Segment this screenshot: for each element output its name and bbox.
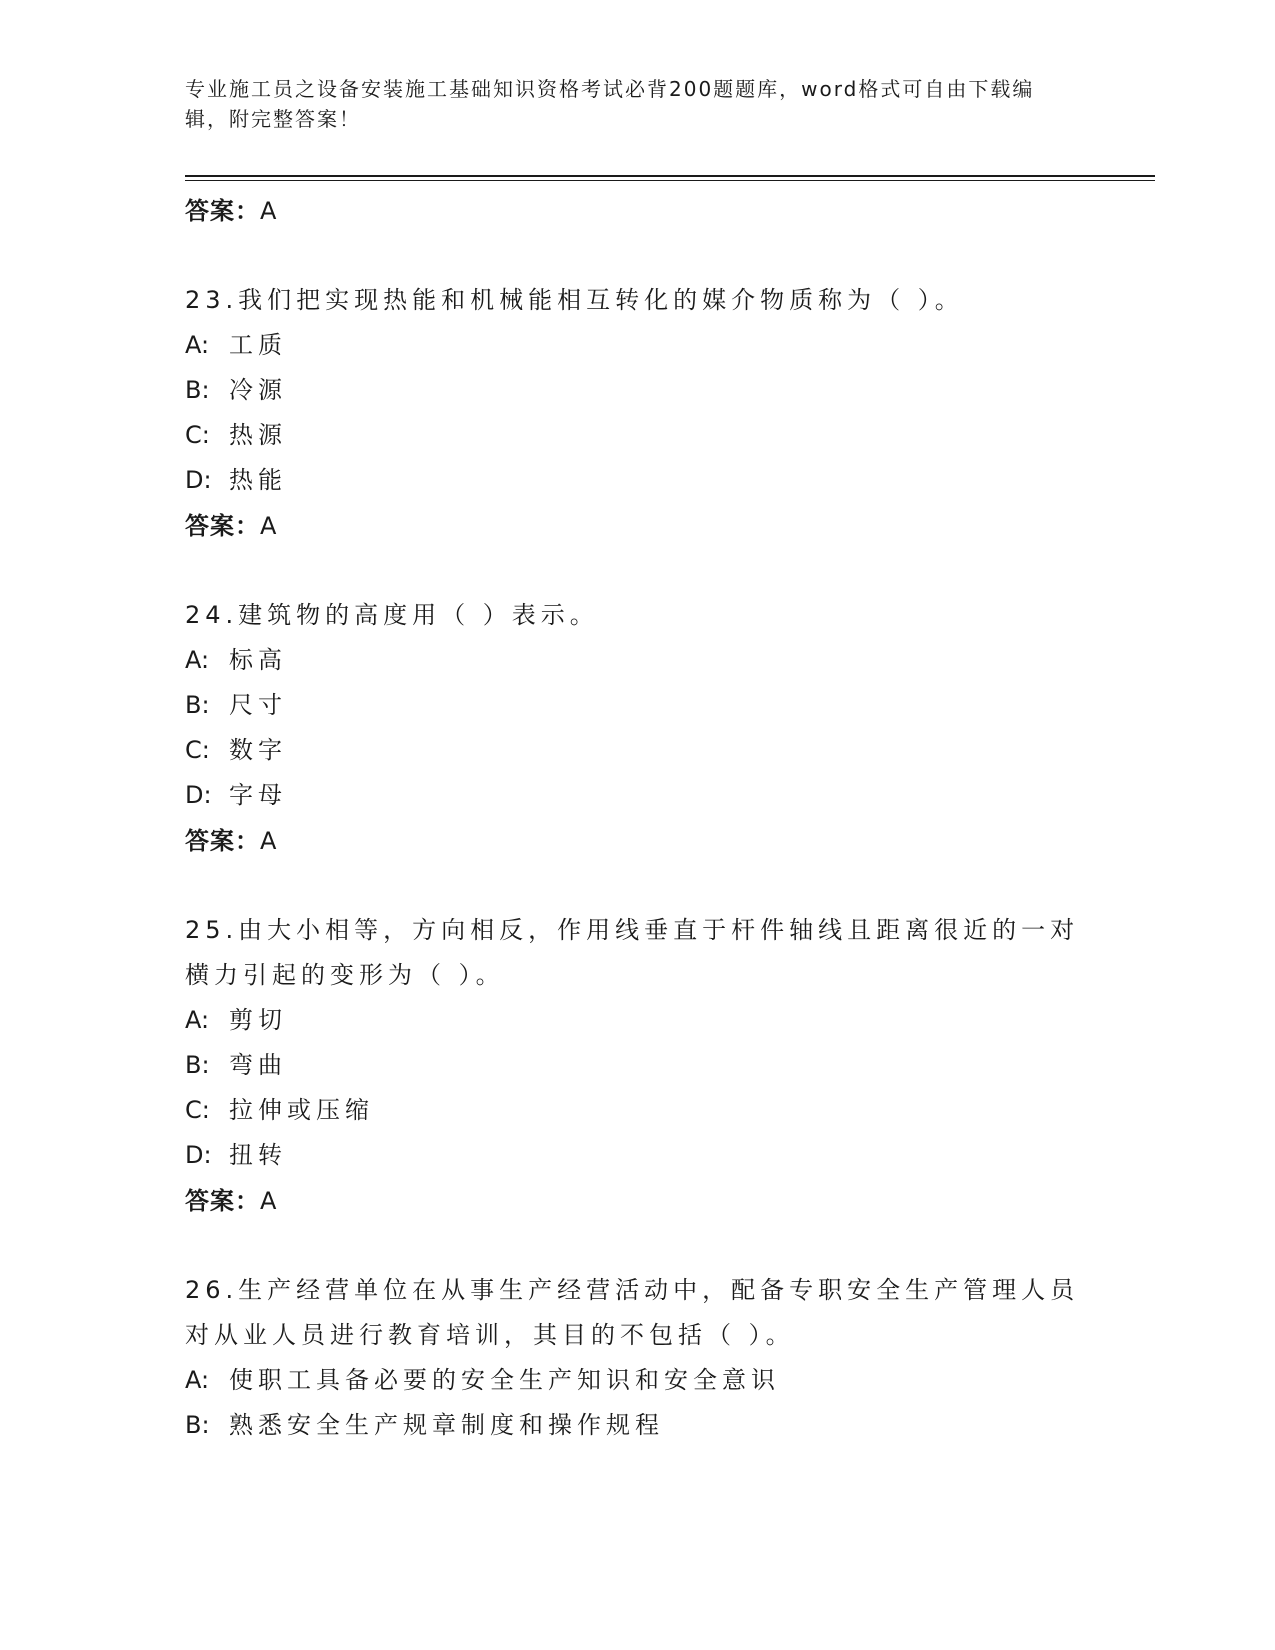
- option-key: D:: [185, 1141, 212, 1169]
- option-b: [185, 1403, 1085, 1448]
- question-text: 25.由大小相等，方向相反，作用线垂直于杆件轴线且距离很近的一对横力引起的变形为（ ）。: [185, 916, 1080, 989]
- option-key: B:: [185, 1051, 210, 1079]
- answer-value: A: [260, 827, 278, 855]
- answer-line: [185, 188, 1085, 234]
- question-text: 24.建筑物的高度用（ ）表示。: [185, 601, 599, 629]
- option-c: [185, 1088, 1085, 1133]
- option-key: B:: [185, 1411, 210, 1439]
- option-key: B:: [185, 376, 210, 404]
- option-b: [185, 1043, 1085, 1088]
- option-text: 弯曲: [229, 1051, 287, 1079]
- question-list: [185, 188, 1085, 1448]
- option-a: [185, 323, 1085, 368]
- question-24: [185, 593, 1085, 864]
- answer-value: A: [260, 1187, 278, 1215]
- question-25: [185, 908, 1085, 1224]
- option-a: [185, 998, 1085, 1043]
- option-key: C:: [185, 1096, 210, 1124]
- option-text: 冷源: [229, 376, 287, 404]
- option-key: A:: [185, 1366, 210, 1394]
- answer-line: [185, 1178, 1085, 1224]
- option-a: [185, 638, 1085, 683]
- answer-value: A: [260, 512, 278, 540]
- question-text: 26.生产经营单位在从事生产经营活动中，配备专职安全生产管理人员对从业人员进行教育培训，其目的不包括（ ）。: [185, 1276, 1080, 1349]
- option-text: 扭转: [229, 1141, 287, 1169]
- option-text: 字母: [229, 781, 287, 809]
- question-23: [185, 278, 1085, 549]
- option-d: [185, 1133, 1085, 1178]
- question-text: 23.我们把实现热能和机械能相互转化的媒介物质称为（ ）。: [185, 286, 964, 314]
- answer-label: 答案：: [185, 827, 260, 855]
- option-text: 标高: [229, 646, 287, 674]
- answer-label: 答案：: [185, 1187, 260, 1215]
- option-text: 热源: [229, 421, 287, 449]
- option-key: A:: [185, 331, 210, 359]
- option-c: [185, 728, 1085, 773]
- question-26: [185, 1268, 1085, 1448]
- option-d: [185, 458, 1085, 503]
- option-text: 熟悉安全生产规章制度和操作规程: [229, 1411, 664, 1439]
- option-key: D:: [185, 781, 212, 809]
- option-b: [185, 368, 1085, 413]
- answer-label: 答案：: [185, 197, 260, 225]
- option-text: 拉伸或压缩: [229, 1096, 374, 1124]
- header-divider-thick: [185, 175, 1155, 177]
- answer-line: [185, 818, 1085, 864]
- option-key: C:: [185, 736, 210, 764]
- option-text: 热能: [229, 466, 287, 494]
- header-text: 专业施工员之设备安装施工基础知识资格考试必背200题题库，word格式可自由下载编辑，附完整答案！: [185, 77, 1035, 131]
- answer-label: 答案：: [185, 512, 260, 540]
- option-c: [185, 413, 1085, 458]
- option-key: A:: [185, 1006, 210, 1034]
- option-text: 剪切: [229, 1006, 287, 1034]
- option-text: 工质: [229, 331, 287, 359]
- header-divider-thin: [185, 180, 1155, 181]
- option-d: [185, 773, 1085, 818]
- option-a: [185, 1358, 1085, 1403]
- option-key: C:: [185, 421, 210, 449]
- option-text: 使职工具备必要的安全生产知识和安全意识: [229, 1366, 780, 1394]
- answer-line: [185, 503, 1085, 549]
- option-key: D:: [185, 466, 212, 494]
- option-key: A:: [185, 646, 210, 674]
- option-key: B:: [185, 691, 210, 719]
- option-b: [185, 683, 1085, 728]
- answer-value: A: [260, 197, 278, 225]
- document-header: [185, 74, 1065, 134]
- option-text: 数字: [229, 736, 287, 764]
- option-text: 尺寸: [229, 691, 287, 719]
